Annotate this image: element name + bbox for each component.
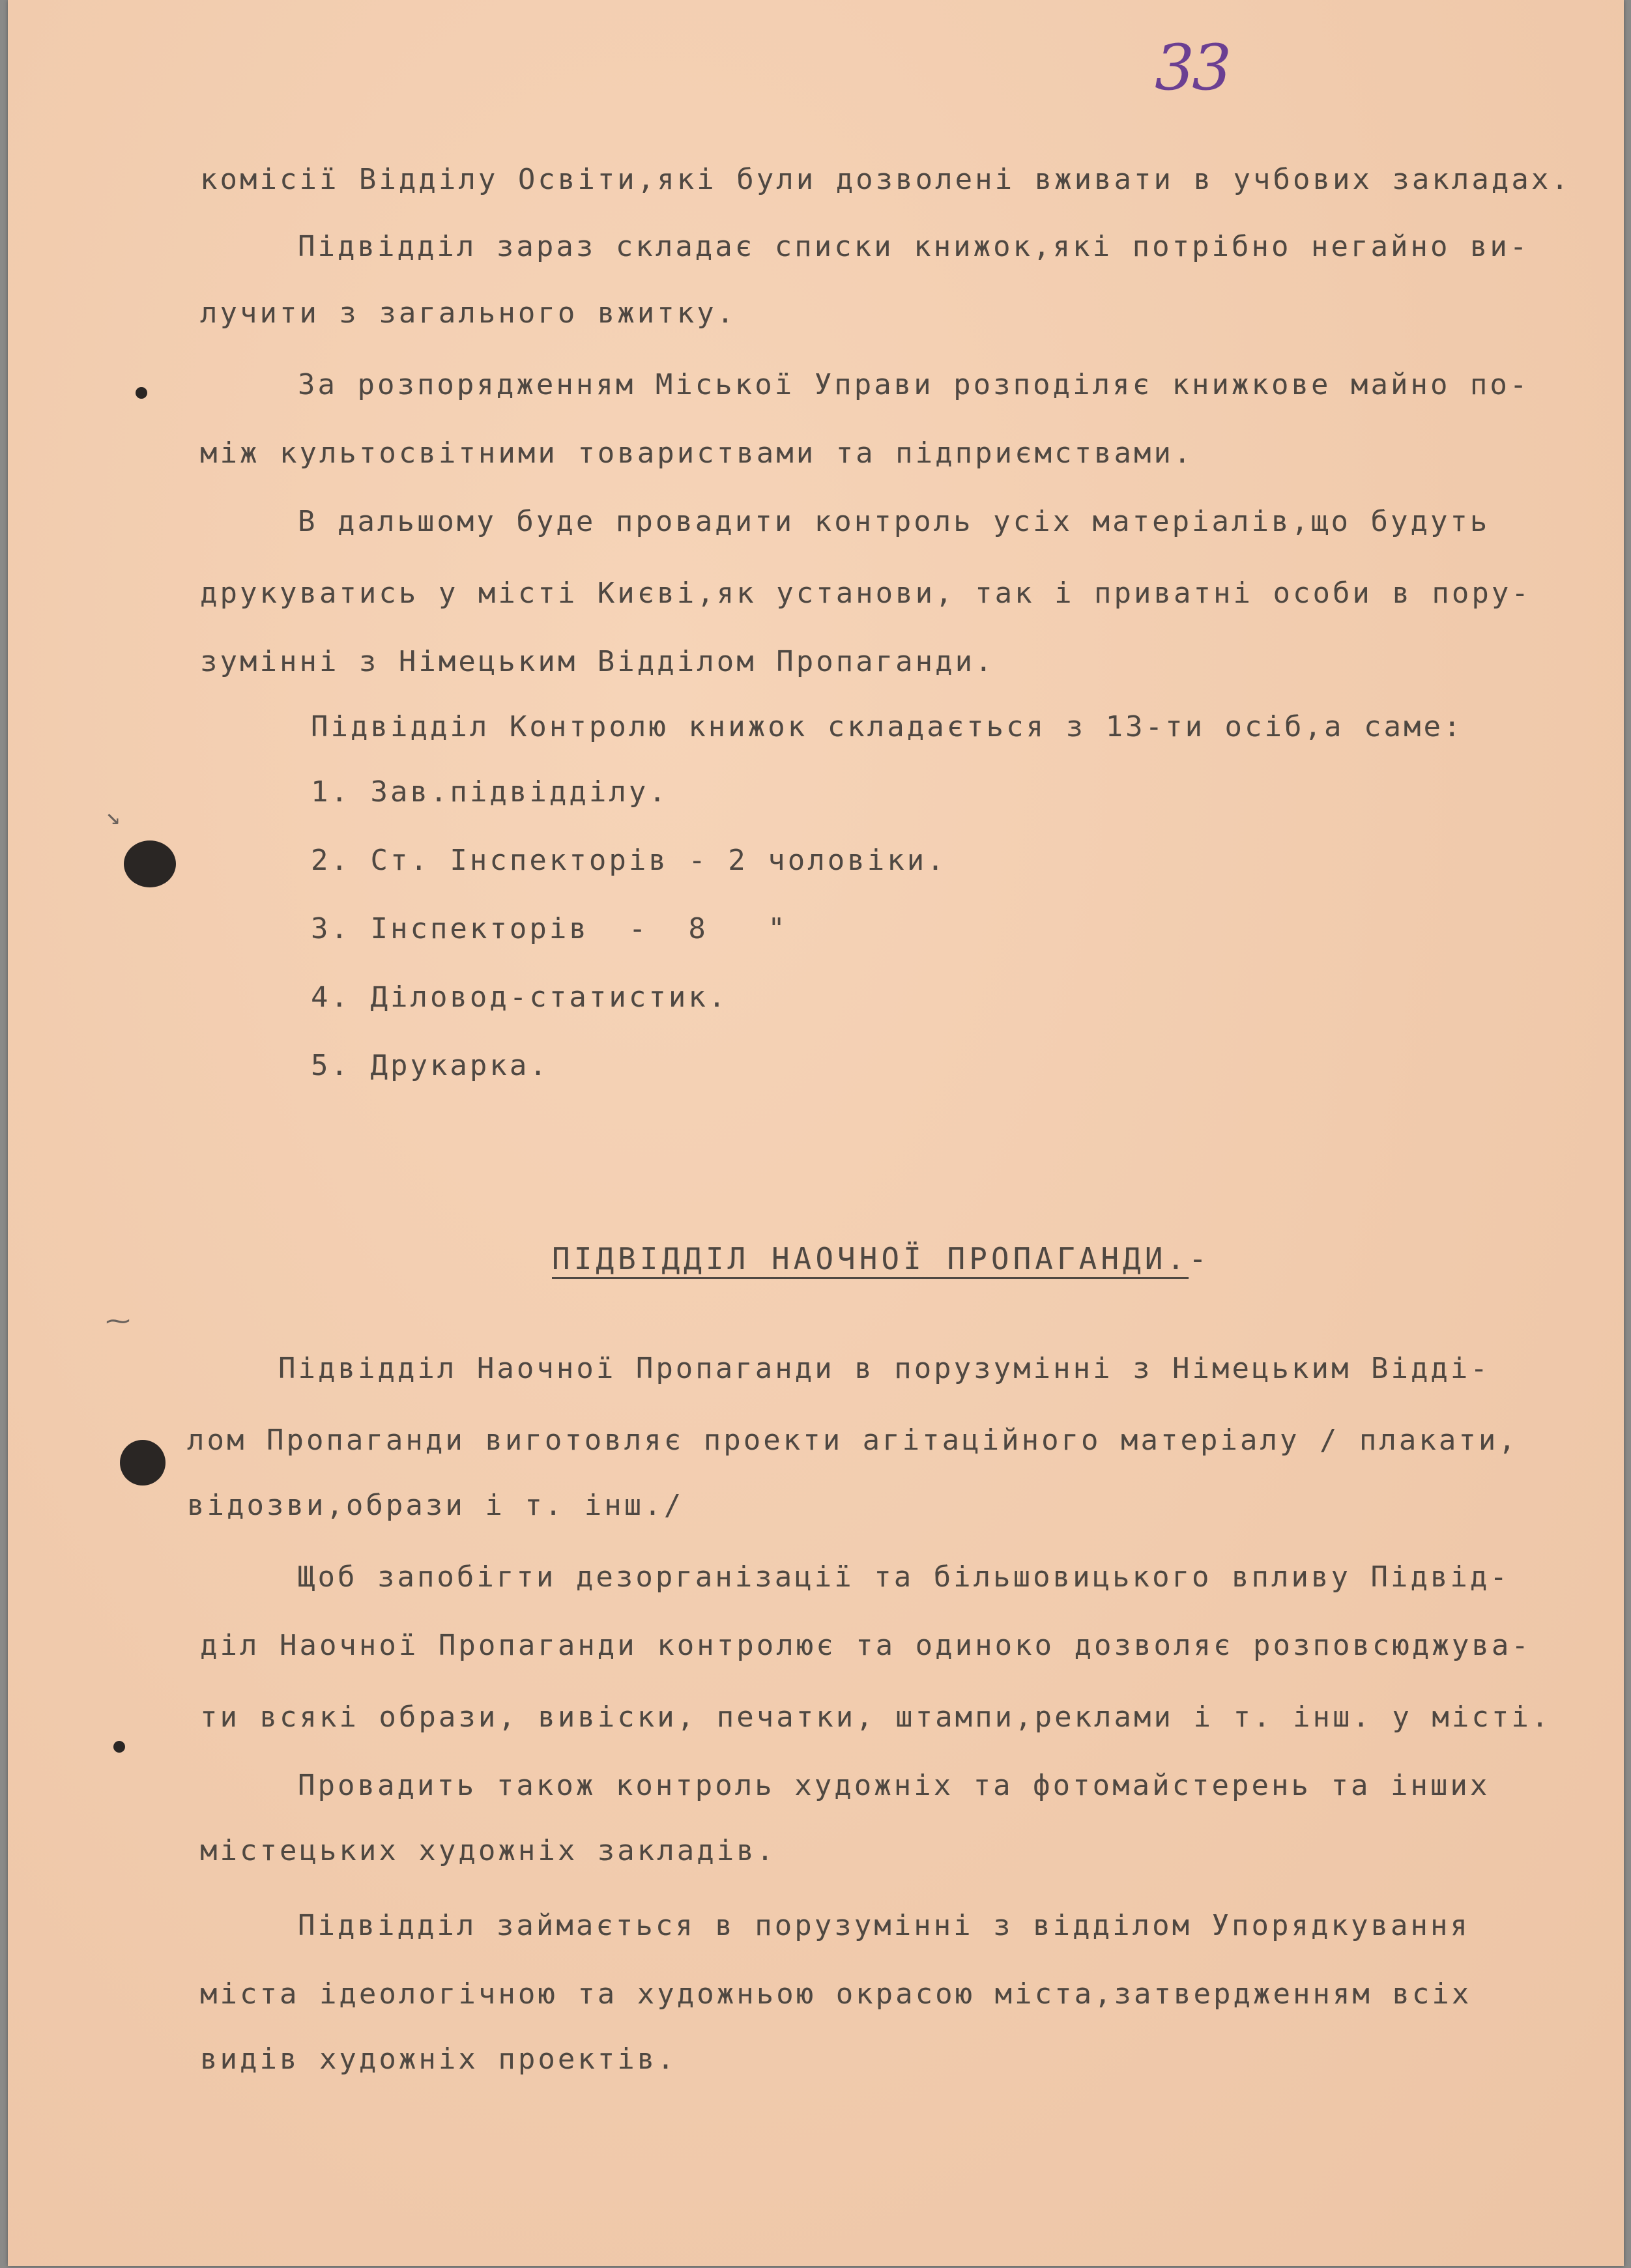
- text-line: лом Пропаганди виготовляє проекти агітаційного матеріалу / плакати,: [187, 1424, 1518, 1457]
- text-line: відозви,образи і т. інш./: [187, 1489, 684, 1522]
- text-line: міста ідеологічною та художньою окрасою міста,затвердженням всіх: [200, 1977, 1472, 2011]
- section-title-text: ПІДВІДДІЛ НАОЧНОЇ ПРОПАГАНДИ.: [552, 1241, 1189, 1276]
- folio-number: 33: [1155, 31, 1230, 104]
- section-title-dash: -: [1189, 1241, 1211, 1276]
- punch-hole: [120, 1440, 166, 1486]
- text-line: ти всякі образи, вивіски, печатки, штампи,реклами і т. інш. у місті.: [200, 1701, 1552, 1734]
- list-item: 5. Друкарка.: [311, 1049, 549, 1082]
- punch-hole: [113, 1741, 125, 1753]
- text-line: комісії Відділу Освіти,які були дозволені вживати в учбових закладах.: [200, 163, 1571, 196]
- text-line: містецьких художніх закладів.: [200, 1834, 777, 1867]
- text-line: друкуватись у місті Києві,як установи, так і приватні особи в пору-: [200, 577, 1531, 610]
- text-line: За розпорядженням Міської Управи розподіляє книжкове майно по-: [298, 368, 1530, 401]
- text-line: Підвідділ Контролю книжок складається з 13-ти осіб,а саме:: [311, 710, 1464, 743]
- text-line: лучити з загального вжитку.: [200, 296, 737, 330]
- punch-hole: [136, 387, 147, 399]
- document-page: [8, 0, 1624, 2266]
- text-line: Щоб запобігти дезорганізації та більшовицького впливу Підвід-: [298, 1560, 1510, 1594]
- list-item: 1. Зав.підвідділу.: [311, 775, 669, 809]
- text-line: видів художніх проектів.: [200, 2043, 677, 2076]
- punch-hole: [124, 840, 176, 887]
- text-line: Підвідділ займається в порузумінні з відділом Упорядкування: [298, 1909, 1470, 1942]
- margin-mark: ⁓: [106, 1306, 130, 1335]
- section-title: [552, 1241, 1211, 1276]
- text-line: В дальшому буде провадити контроль усіх матеріалів,що будуть: [298, 505, 1490, 538]
- list-item: 3. Інспекторів - 8 ": [311, 912, 788, 945]
- text-line: між культосвітними товариствами та підприємствами.: [200, 437, 1194, 470]
- text-line: Підвідділ зараз складає списки книжок,які потрібно негайно ви-: [298, 230, 1530, 263]
- list-item: 4. Діловод-статистик.: [311, 981, 729, 1014]
- margin-mark: ↘: [106, 801, 121, 830]
- text-line: зумінні з Німецьким Відділом Пропаганди.: [200, 645, 995, 678]
- text-line: Провадить також контроль художніх та фотомайстерень та інших: [298, 1769, 1490, 1802]
- list-item: 2. Ст. Інспекторів - 2 чоловіки.: [311, 844, 947, 877]
- text-line: діл Наочної Пропаганди контролює та одиноко дозволяє розповсюджува-: [200, 1629, 1531, 1662]
- text-line: Підвідділ Наочної Пропаганди в порузумінні з Німецьким Відді-: [278, 1352, 1490, 1385]
